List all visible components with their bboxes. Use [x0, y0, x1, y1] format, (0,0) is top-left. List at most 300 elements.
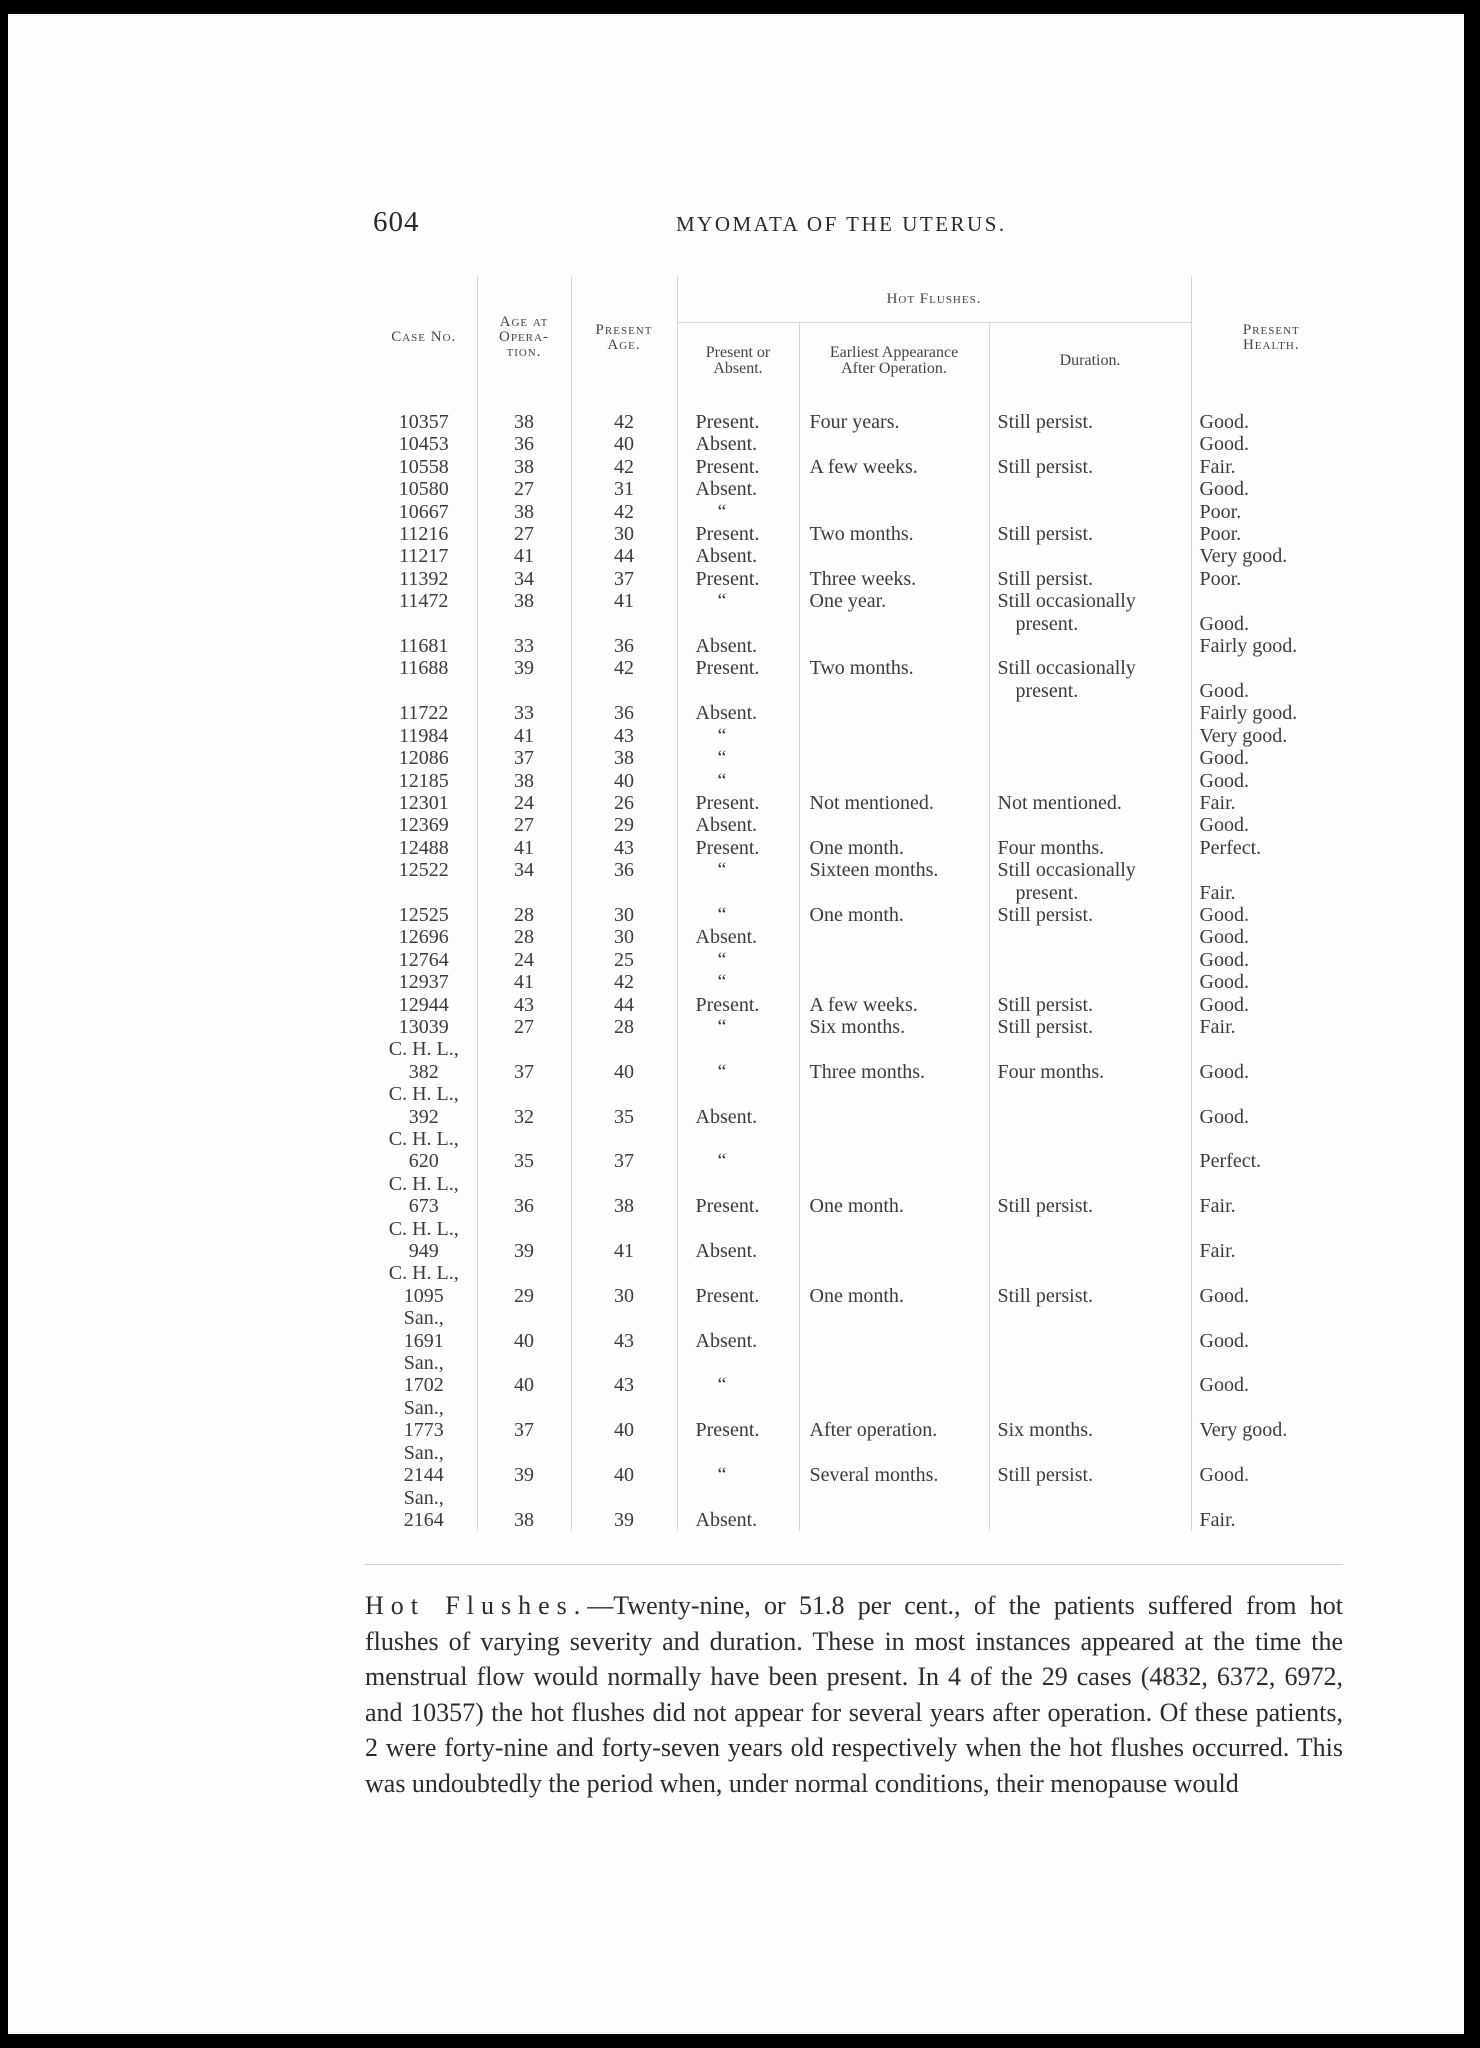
present-health-cell: [1191, 837, 1351, 859]
col-header-age-at-operation: Age at Opera- tion.: [477, 276, 571, 399]
present-age-cell: [571, 501, 677, 523]
flush-status-cell: [677, 1397, 799, 1442]
duration-cell: [989, 1038, 1191, 1083]
table-row: [371, 994, 1351, 1016]
age-at-operation-cell: [477, 837, 571, 859]
flush-status: Present.: [695, 1419, 760, 1442]
present-age-cell: [571, 1487, 677, 1532]
spacer: [696, 1487, 799, 1509]
case-number-cell: [371, 478, 477, 500]
age-at-operation-cell: [477, 568, 571, 590]
flush-status: Present.: [695, 791, 760, 814]
age-at-operation: 41: [514, 971, 534, 994]
case-number: 1691: [403, 1329, 444, 1352]
duration-cell: [989, 904, 1191, 926]
case-number-cell: [371, 523, 477, 545]
present-health: Good.: [1199, 948, 1249, 971]
present-age-cell: [571, 926, 677, 948]
case-number: 949: [408, 1240, 439, 1263]
case-number-cell: [371, 545, 477, 567]
present-health: Good.: [1199, 478, 1249, 501]
flush-status: “: [717, 971, 727, 994]
flush-status: Present.: [695, 567, 760, 590]
age-at-operation-cell: [477, 657, 571, 702]
flush-status-cell: [677, 399, 799, 433]
present-age: 38: [614, 747, 634, 770]
spacer: [1200, 1173, 1352, 1195]
flush-status: Present.: [695, 993, 760, 1016]
earliest-appearance: Sixteen months.: [809, 859, 939, 882]
present-age-cell: [571, 1173, 677, 1218]
flush-status-cell: [677, 1307, 799, 1352]
duration-cell: [989, 523, 1191, 545]
paragraph-text: —Twenty-nine, or 51.8 per cent., of the patients suffered from hot flushes of varying severity and duration. These in most instances appeared at the time the menstrual flow would normally have been present. In 4 of the 29 cases (4832, 6372, 6972, and 10357) the hot flushes did not appear for several years after operation. Of these patients, 2 were forty-nine and forty-seven years old respectively when the hot flushes occurred. This was undoubtedly the period when, under normal conditions, their menopause would: [365, 1591, 1343, 1798]
spacer: [718, 1442, 799, 1464]
flush-status-cell: [677, 1128, 799, 1173]
flush-status: “: [717, 1015, 727, 1038]
spacer: [478, 1218, 571, 1240]
flush-status: Present.: [695, 1195, 760, 1218]
case-number: 12944: [398, 993, 449, 1016]
present-age-cell: [571, 1083, 677, 1128]
present-health-cell: [1191, 1442, 1351, 1487]
duration-cell: [989, 501, 1191, 523]
case-number: 12086: [398, 747, 449, 770]
duration-cell: [989, 1262, 1191, 1307]
spacer: [810, 1083, 989, 1105]
age-at-operation: 37: [514, 1060, 534, 1083]
spacer: [810, 1442, 989, 1464]
present-age: 42: [614, 455, 634, 478]
duration: Still persist.: [997, 567, 1094, 590]
running-title: MYOMATA OF THE UTERUS.: [676, 212, 1007, 236]
earliest-appearance: Four years.: [809, 411, 900, 433]
spacer: [998, 1262, 1191, 1284]
earliest-appearance: Three weeks.: [809, 567, 917, 590]
present-health: Good.: [1199, 433, 1249, 456]
present-age: 30: [614, 903, 634, 926]
spacer: [810, 1262, 989, 1284]
present-age-cell: [571, 635, 677, 657]
present-age-cell: [571, 702, 677, 724]
earliest-appearance-cell: [799, 590, 989, 635]
spacer: [1200, 1128, 1352, 1150]
age-at-operation-cell: [477, 1083, 571, 1128]
case-number: C. H. L.,: [388, 1038, 459, 1061]
present-health-cell: [1191, 657, 1351, 702]
present-age-cell: [571, 1128, 677, 1173]
table-row: [371, 1016, 1351, 1038]
present-age: 35: [614, 1105, 634, 1128]
hot-flushes-table-wrapper: [371, 276, 1351, 1531]
age-at-operation-cell: [477, 1218, 571, 1263]
age-at-operation-cell: [477, 1173, 571, 1218]
age-at-operation-cell: [477, 590, 571, 635]
earliest-appearance: After operation.: [809, 1419, 938, 1442]
present-age: 31: [614, 478, 634, 501]
case-number-cell: [371, 747, 477, 769]
age-at-operation: 38: [514, 411, 534, 433]
flush-status-cell: [677, 1487, 799, 1532]
duration-cell: [989, 1487, 1191, 1532]
case-number: San.,: [403, 1486, 444, 1509]
duration-cell: [989, 971, 1191, 993]
spacer: [998, 1128, 1191, 1150]
duration-cell: [989, 747, 1191, 769]
duration-cell: [989, 478, 1191, 500]
age-at-operation: 34: [514, 567, 534, 590]
present-age: 43: [614, 1374, 634, 1397]
present-health-cell: [1191, 904, 1351, 926]
present-health-cell: [1191, 1016, 1351, 1038]
age-at-operation: 38: [514, 1508, 534, 1531]
table-row: [371, 904, 1351, 926]
present-health: Very good.: [1199, 724, 1288, 747]
age-at-operation-cell: [477, 770, 571, 792]
flush-status: “: [717, 948, 727, 971]
duration-cell: [989, 926, 1191, 948]
age-at-operation: 27: [514, 523, 534, 546]
present-health: Fair.: [1199, 881, 1236, 904]
table-row: [371, 1218, 1351, 1263]
flush-status-cell: [677, 456, 799, 478]
flush-status: Absent.: [695, 1508, 758, 1531]
table-row: [371, 702, 1351, 724]
present-age: 40: [614, 769, 634, 792]
case-number-cell: [371, 433, 477, 455]
present-health-cell: [1191, 725, 1351, 747]
case-number: 673: [408, 1195, 439, 1218]
earliest-appearance-cell: [799, 657, 989, 702]
spacer: [810, 1397, 989, 1419]
age-at-operation-cell: [477, 523, 571, 545]
duration-cell: [989, 725, 1191, 747]
present-age: 41: [614, 1240, 634, 1263]
case-number: 12185: [398, 769, 449, 792]
flush-status: Absent.: [695, 926, 758, 949]
table-row: [371, 1487, 1351, 1532]
duration: Still occasionally: [997, 657, 1136, 680]
flush-status-cell: [677, 926, 799, 948]
spacer: [1200, 1307, 1352, 1329]
case-number: 11217: [399, 545, 449, 568]
present-age-cell: [571, 478, 677, 500]
age-at-operation-cell: [477, 994, 571, 1016]
age-at-operation-cell: [477, 926, 571, 948]
age-at-operation: 43: [514, 993, 534, 1016]
present-age: 30: [614, 926, 634, 949]
spacer: [1200, 1487, 1352, 1509]
case-number-cell: [371, 1352, 477, 1397]
case-number: 10357: [398, 411, 449, 433]
earliest-appearance-cell: [799, 1352, 989, 1397]
present-age: 36: [614, 635, 634, 658]
present-health: Good.: [1199, 1105, 1249, 1128]
present-age: 37: [614, 567, 634, 590]
case-number: 12525: [398, 903, 449, 926]
spacer: [572, 1173, 677, 1195]
present-age-cell: [571, 747, 677, 769]
age-at-operation: 41: [514, 724, 534, 747]
duration: Still occasionally: [997, 590, 1136, 613]
case-number-cell: [371, 568, 477, 590]
age-at-operation-cell: [477, 747, 571, 769]
earliest-appearance-cell: [799, 1173, 989, 1218]
present-health-cell: [1191, 814, 1351, 836]
spacer: [718, 1352, 799, 1374]
age-at-operation-cell: [477, 814, 571, 836]
flush-status-cell: [677, 1016, 799, 1038]
present-age: 43: [614, 724, 634, 747]
spacer: [478, 1307, 571, 1329]
spacer: [810, 1038, 989, 1060]
present-age: 25: [614, 948, 634, 971]
case-number: 11216: [399, 523, 449, 546]
duration-cell: [989, 568, 1191, 590]
duration: present.: [1015, 612, 1079, 635]
case-number: 12522: [398, 859, 449, 882]
earliest-appearance: One month.: [809, 836, 904, 859]
flush-status: “: [717, 1150, 727, 1173]
spacer: [572, 1128, 677, 1150]
present-age-cell: [571, 837, 677, 859]
present-age: 39: [614, 1508, 634, 1531]
case-number-cell: [371, 635, 477, 657]
age-at-operation-cell: [477, 971, 571, 993]
present-age-cell: [571, 725, 677, 747]
case-number: San.,: [403, 1396, 444, 1419]
case-number-cell: [371, 770, 477, 792]
present-health-cell: [1191, 792, 1351, 814]
earliest-appearance-cell: [799, 399, 989, 433]
spacer: [478, 1262, 571, 1284]
duration: Still persist.: [997, 1015, 1094, 1038]
case-number-cell: [371, 1128, 477, 1173]
age-at-operation: 39: [514, 1240, 534, 1263]
col-header-earliest-appearance: Earliest Appearance After Operation.: [799, 323, 989, 400]
table-row: [371, 1442, 1351, 1487]
case-number: C. H. L.,: [388, 1217, 459, 1240]
case-number-cell: [371, 590, 477, 635]
earliest-appearance-cell: [799, 859, 989, 904]
flush-status-cell: [677, 590, 799, 635]
earliest-appearance-cell: [799, 1442, 989, 1487]
flush-status: “: [717, 500, 727, 523]
present-age-cell: [571, 523, 677, 545]
table-row: [371, 1352, 1351, 1397]
table-row: [371, 747, 1351, 769]
earliest-appearance-cell: [799, 478, 989, 500]
age-at-operation-cell: [477, 456, 571, 478]
age-at-operation-cell: [477, 501, 571, 523]
present-age-cell: [571, 1307, 677, 1352]
flush-status: Present.: [695, 1284, 760, 1307]
case-number: 11681: [399, 635, 449, 658]
table-row: [371, 501, 1351, 523]
age-at-operation-cell: [477, 792, 571, 814]
earliest-appearance-cell: [799, 1128, 989, 1173]
flush-status: “: [717, 859, 727, 882]
earliest-appearance: Several months.: [809, 1464, 939, 1487]
present-age: 44: [614, 545, 634, 568]
earliest-appearance-cell: [799, 770, 989, 792]
spacer: [1200, 1262, 1352, 1284]
duration-cell: [989, 702, 1191, 724]
flush-status: Absent.: [695, 478, 758, 501]
spacer: [478, 1487, 571, 1509]
present-age-cell: [571, 590, 677, 635]
case-number-cell: [371, 837, 477, 859]
table-row: [371, 792, 1351, 814]
book-page: [8, 14, 1464, 2034]
duration-cell: [989, 837, 1191, 859]
present-health: Poor.: [1199, 523, 1242, 546]
duration-cell: [989, 792, 1191, 814]
case-number: C. H. L.,: [388, 1128, 459, 1150]
duration: Still persist.: [997, 1464, 1094, 1487]
table-row: [371, 568, 1351, 590]
duration-cell: [989, 814, 1191, 836]
spacer: [478, 1128, 571, 1150]
flush-status-cell: [677, 994, 799, 1016]
flush-status: Present.: [695, 411, 760, 433]
case-number-cell: [371, 399, 477, 433]
flush-status-cell: [677, 478, 799, 500]
table-row: [371, 433, 1351, 455]
spacer: [696, 1262, 799, 1284]
case-number-cell: [371, 949, 477, 971]
table-row: [371, 971, 1351, 993]
age-at-operation-cell: [477, 1442, 571, 1487]
age-at-operation: 24: [514, 791, 534, 814]
present-health-cell: [1191, 926, 1351, 948]
earliest-appearance: One year.: [809, 590, 887, 613]
case-number-cell: [371, 792, 477, 814]
spacer: [572, 1487, 677, 1509]
case-number: 11984: [399, 724, 449, 747]
present-health-cell: [1191, 1218, 1351, 1263]
age-at-operation: 24: [514, 948, 534, 971]
earliest-appearance-cell: [799, 792, 989, 814]
present-age: 43: [614, 836, 634, 859]
duration: Not mentioned.: [997, 791, 1122, 814]
duration-cell: [989, 1307, 1191, 1352]
flush-status: Absent.: [695, 1240, 758, 1263]
flush-status-cell: [677, 904, 799, 926]
present-age: 30: [614, 1284, 634, 1307]
spacer: [696, 1173, 799, 1195]
age-at-operation-cell: [477, 702, 571, 724]
earliest-appearance: A few weeks.: [809, 455, 918, 478]
duration-cell: [989, 1083, 1191, 1128]
table-row: [371, 635, 1351, 657]
case-number-cell: [371, 994, 477, 1016]
earliest-appearance-cell: [799, 1083, 989, 1128]
present-age-cell: [571, 433, 677, 455]
earliest-appearance: Three months.: [809, 1060, 926, 1083]
present-health-cell: [1191, 568, 1351, 590]
spacer: [696, 1307, 799, 1329]
age-at-operation-cell: [477, 859, 571, 904]
spacer: [696, 1218, 799, 1240]
present-health: Fairly good.: [1199, 702, 1298, 725]
spacer: [998, 1487, 1191, 1509]
duration: Still persist.: [997, 411, 1094, 433]
table-row: [371, 859, 1351, 904]
age-at-operation: 37: [514, 747, 534, 770]
age-at-operation: 38: [514, 500, 534, 523]
flush-status-cell: [677, 1442, 799, 1487]
case-number: 382: [408, 1060, 439, 1083]
spacer: [1200, 1218, 1352, 1240]
case-number: 1702: [403, 1374, 444, 1397]
present-age: 41: [614, 590, 634, 613]
duration: Still persist.: [997, 993, 1094, 1016]
present-age: 40: [614, 1419, 634, 1442]
age-at-operation: 33: [514, 702, 534, 725]
duration: Four months.: [997, 1060, 1105, 1083]
present-health-cell: [1191, 399, 1351, 433]
flush-status: Present.: [695, 657, 760, 680]
case-number: 11722: [399, 702, 449, 725]
flush-status-cell: [677, 1038, 799, 1083]
spacer: [572, 1397, 677, 1419]
duration-cell: [989, 1173, 1191, 1218]
duration: Still persist.: [997, 523, 1094, 546]
earliest-appearance-cell: [799, 1397, 989, 1442]
earliest-appearance-cell: [799, 568, 989, 590]
age-at-operation-cell: [477, 1352, 571, 1397]
flush-status: “: [717, 769, 727, 792]
flush-status-cell: [677, 568, 799, 590]
spacer: [998, 1442, 1191, 1464]
age-at-operation-cell: [477, 1307, 571, 1352]
earliest-appearance-cell: [799, 837, 989, 859]
case-number: 11392: [399, 567, 449, 590]
spacer: [478, 1442, 571, 1464]
present-age-cell: [571, 994, 677, 1016]
table-row: [371, 478, 1351, 500]
present-health-cell: [1191, 1173, 1351, 1218]
present-age-cell: [571, 545, 677, 567]
table-row: [371, 814, 1351, 836]
duration-cell: [989, 1218, 1191, 1263]
spacer: [1200, 859, 1352, 881]
case-number-cell: [371, 971, 477, 993]
age-at-operation-cell: [477, 1397, 571, 1442]
age-at-operation: 37: [514, 1419, 534, 1442]
present-health: Good.: [1199, 1374, 1249, 1397]
present-health: Fair.: [1199, 1015, 1236, 1038]
earliest-appearance-cell: [799, 814, 989, 836]
present-health: Fair.: [1199, 1508, 1236, 1531]
present-age: 36: [614, 702, 634, 725]
case-number-cell: [371, 926, 477, 948]
present-age: 42: [614, 500, 634, 523]
table-row: [371, 1173, 1351, 1218]
duration: present.: [1015, 881, 1079, 904]
earliest-appearance-cell: [799, 1487, 989, 1532]
case-number: 1773: [403, 1419, 444, 1442]
flush-status: “: [717, 747, 727, 770]
spacer: [718, 1128, 799, 1150]
present-age: 40: [614, 1060, 634, 1083]
present-age: 38: [614, 1195, 634, 1218]
flush-status-cell: [677, 1173, 799, 1218]
flush-status: Absent.: [695, 545, 758, 568]
flush-status: Absent.: [695, 1329, 758, 1352]
age-at-operation: 27: [514, 478, 534, 501]
